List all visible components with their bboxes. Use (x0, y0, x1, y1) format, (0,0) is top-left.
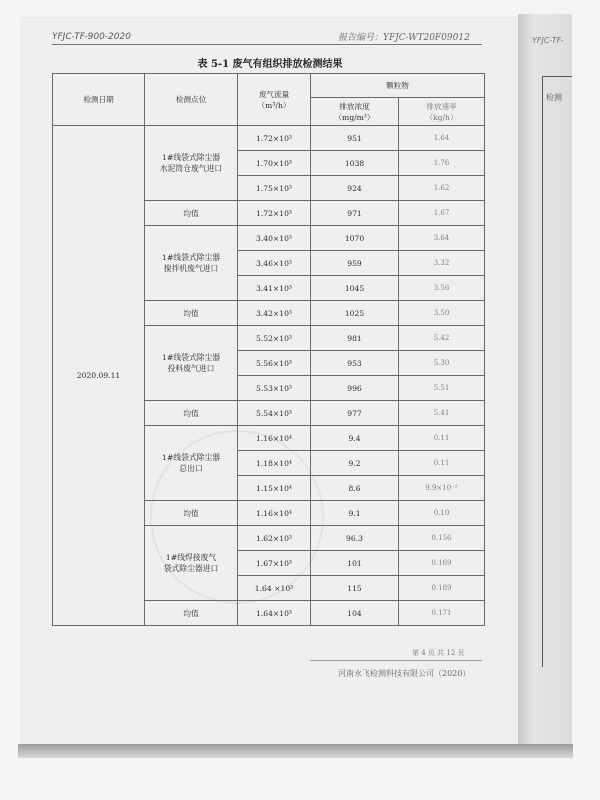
flow-cell: 5.52×10³ (238, 326, 311, 351)
flow-cell: 1.16×10⁴ (238, 501, 311, 526)
conc-cell: 9.4 (311, 426, 399, 451)
rate-cell: 0.11 (399, 426, 485, 451)
point-cell (145, 126, 238, 201)
flow-cell: 1.72×10³ (238, 201, 311, 226)
conc-cell: 971 (311, 201, 399, 226)
header-concentration (311, 98, 399, 126)
rate-cell: 0.11 (399, 451, 485, 476)
header-conc-name: 排放浓度 (339, 101, 370, 111)
flow-cell: 5.56×10³ (238, 351, 311, 376)
header-flow-unit: （m³/h） (257, 100, 291, 110)
conc-cell: 96.3 (311, 526, 399, 551)
conc-cell: 1070 (311, 226, 399, 251)
point-cell (145, 326, 238, 401)
rate-cell: 1.76 (399, 151, 485, 176)
flow-cell: 1.70×10³ (238, 151, 311, 176)
conc-cell: 959 (311, 251, 399, 276)
header-flow-name: 废气流量 (258, 89, 290, 99)
table-caption: 表 5-1 废气有组织排放检测结果 (197, 59, 343, 70)
conc-cell: 9.1 (311, 501, 399, 526)
flow-cell: 1.16×10⁴ (238, 426, 311, 451)
scanner-shadow (18, 744, 573, 758)
point-line: 总出口 (179, 464, 203, 473)
flow-cell: 5.53×10³ (238, 376, 311, 401)
rate-cell: 0.156 (399, 526, 485, 551)
rate-cell: 5.51 (399, 376, 485, 401)
point-line: 水泥筒仓废气进口 (159, 164, 223, 173)
point-line: 1#线袋式除尘器 (161, 452, 221, 462)
rate-cell: 0.189 (399, 576, 485, 601)
flow-cell: 1.18×10⁴ (238, 451, 311, 476)
conc-cell: 104 (311, 601, 399, 626)
point-cell (145, 226, 238, 301)
rate-cell: 9.9×10⁻² (399, 476, 485, 501)
header-particulate: 颗粒物 (311, 74, 485, 98)
page-number: 第 4 页 共 12 页 (412, 649, 465, 657)
rate-cell: 3.32 (399, 251, 485, 276)
document-code: YFJC-TF-900-2020 (52, 32, 131, 42)
flow-cell: 1.62×10³ (238, 526, 311, 551)
conc-cell: 924 (311, 176, 399, 201)
point-cell (145, 526, 238, 601)
flow-cell: 3.41×10³ (238, 276, 311, 301)
point-line: 袋式除尘器进口 (163, 564, 219, 573)
conc-cell: 977 (311, 401, 399, 426)
rate-cell: 5.30 (399, 351, 485, 376)
flow-cell: 1.67×10³ (238, 551, 311, 576)
next-page-edge (518, 14, 572, 754)
point-cell (145, 426, 238, 501)
average-label: 均值 (145, 201, 238, 226)
rate-cell: 1.64 (399, 126, 485, 151)
edge-column-label: 检测 (546, 93, 562, 102)
average-label: 均值 (145, 301, 238, 326)
average-label: 均值 (145, 601, 238, 626)
flow-cell: 1.72×10³ (238, 126, 311, 151)
conc-cell: 8.6 (311, 476, 399, 501)
rate-cell: 3.64 (399, 226, 485, 251)
footer-rule (310, 660, 482, 661)
rate-cell: 5.42 (399, 326, 485, 351)
conc-cell: 1025 (311, 301, 399, 326)
flow-cell: 3.46×10³ (238, 251, 311, 276)
rate-cell: 1.67 (399, 201, 485, 226)
conc-cell: 1038 (311, 151, 399, 176)
point-line: 1#线袋式除尘器 (161, 252, 221, 262)
rate-cell: 5.41 (399, 401, 485, 426)
rate-cell: 3.56 (399, 276, 485, 301)
point-line: 搅拌机废气进口 (163, 264, 219, 273)
rate-cell: 3.50 (399, 301, 485, 326)
point-line: 1#线焊接废气 (165, 552, 217, 562)
conc-cell: 951 (311, 126, 399, 151)
edge-table-border (542, 76, 572, 667)
average-label: 均值 (145, 401, 238, 426)
header-rate (399, 98, 485, 126)
conc-cell: 115 (311, 576, 399, 601)
table-row (53, 126, 485, 151)
flow-cell: 1.64 ×10³ (238, 576, 311, 601)
conc-cell: 9.2 (311, 451, 399, 476)
header-point: 检测点位 (145, 74, 238, 126)
flow-cell: 1.15×10⁴ (238, 476, 311, 501)
report-number: 报告编号：YFJC-WT20F09012 (338, 33, 470, 43)
header-rate-name: 排放速率 (426, 101, 457, 111)
conc-cell: 981 (311, 326, 399, 351)
rate-cell: 0.169 (399, 551, 485, 576)
rate-cell: 0.10 (399, 501, 485, 526)
conc-cell: 1045 (311, 276, 399, 301)
average-label: 均值 (145, 501, 238, 526)
conc-cell: 101 (311, 551, 399, 576)
header-flow (238, 74, 311, 126)
flow-cell: 3.42×10³ (238, 301, 311, 326)
point-line: 投料废气进口 (167, 364, 215, 373)
header-conc-unit: （mg/m³） (334, 112, 375, 122)
header-date: 检测日期 (53, 74, 145, 126)
flow-cell: 1.64×10³ (238, 601, 311, 626)
company-name: 河南永飞检测科技有限公司（2020） (338, 669, 471, 678)
point-line: 1#线袋式除尘器 (161, 152, 221, 162)
flow-cell: 3.40×10³ (238, 226, 311, 251)
rate-cell: 1.62 (399, 176, 485, 201)
conc-cell: 953 (311, 351, 399, 376)
flow-cell: 1.75×10³ (238, 176, 311, 201)
point-line: 1#线袋式除尘器 (161, 352, 221, 362)
edge-doc-code: YFJC-TF- (532, 36, 564, 45)
date-cell: 2020.09.11 (53, 126, 145, 626)
header-rule (52, 44, 482, 45)
conc-cell: 996 (311, 376, 399, 401)
emission-results-table (52, 73, 485, 626)
header-rate-unit: （kg/h） (425, 112, 458, 122)
rate-cell: 0.171 (399, 601, 485, 626)
flow-cell: 5.54×10³ (238, 401, 311, 426)
